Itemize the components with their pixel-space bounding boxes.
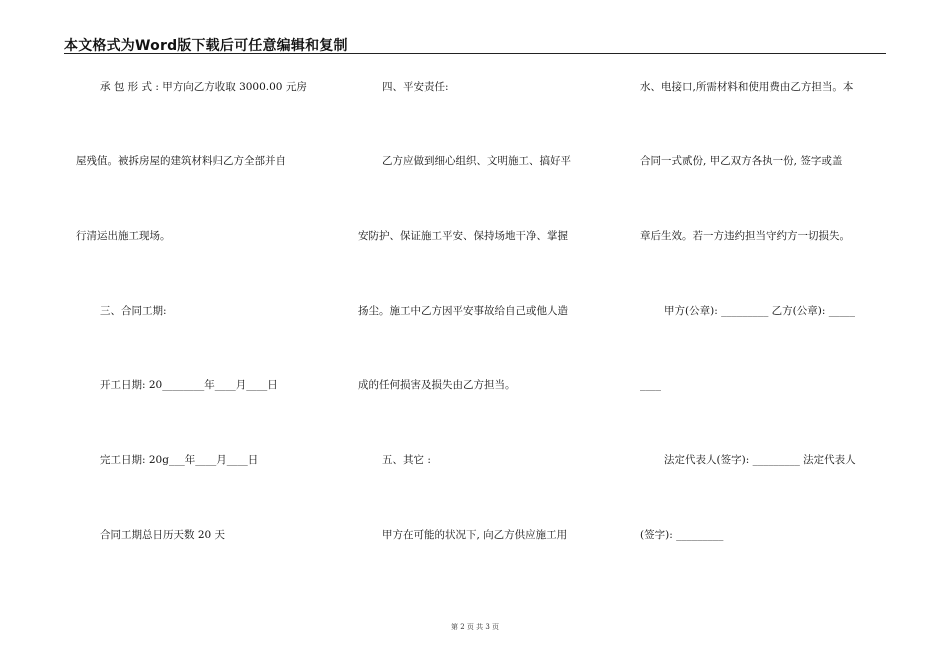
col2-line-3: 安防护、保证施工平安、保持场地干净、掌握 xyxy=(358,230,568,242)
col1-line-7: 合同工期总日历天数 20 天 xyxy=(100,529,226,541)
col2-line-7: 甲方在可能的状况下, 向乙方供应施工用 xyxy=(382,529,568,541)
col3-line-1: 水、电接口,所需材料和使用费由乙方担当。本 xyxy=(640,81,854,93)
col1-line-1: 承 包 形 式 : 甲方向乙方收取 3000.00 元房 xyxy=(100,81,307,93)
col3-line-6: 法定代表人(签字): _________ 法定代表人 xyxy=(664,454,856,466)
col1-line-3: 行清运出施工现场。 xyxy=(76,230,171,242)
col2-line-1: 四、平安责任: xyxy=(382,81,449,93)
col1-line-5: 开工日期: 20________年____月____日 xyxy=(100,379,278,391)
header-divider xyxy=(64,53,886,54)
col2-line-5: 成的任何损害及损失由乙方担当。 xyxy=(358,379,516,391)
col1-line-2: 屋残值。被拆房屋的建筑材料归乙方全部并自 xyxy=(76,155,286,167)
col1-line-4: 三、合同工期: xyxy=(100,305,167,317)
col2-line-4: 扬尘。施工中乙方因平安事故给自己或他人造 xyxy=(358,305,568,317)
col1-line-6: 完工日期: 20g___年____月____日 xyxy=(100,454,259,466)
col3-line-5: ____ xyxy=(640,379,661,391)
col2-line-6: 五、其它 : xyxy=(382,454,431,466)
document-header-title: 本文格式为Word版下载后可任意编辑和复制 xyxy=(64,38,348,54)
col3-line-3: 章后生效。若一方违约担当守约方一切损失。 xyxy=(640,230,850,242)
col3-line-7: (签字): _________ xyxy=(640,529,724,541)
col3-line-4: 甲方(公章): _________ 乙方(公章): _____ xyxy=(664,305,855,317)
col2-line-2: 乙方应做到细心组织、文明施工、搞好平 xyxy=(382,155,571,167)
col3-line-2: 合同一式贰份, 甲乙双方各执一份, 签字或盖 xyxy=(640,155,843,167)
page-number-footer: 第 2 页 共 3 页 xyxy=(450,623,500,631)
